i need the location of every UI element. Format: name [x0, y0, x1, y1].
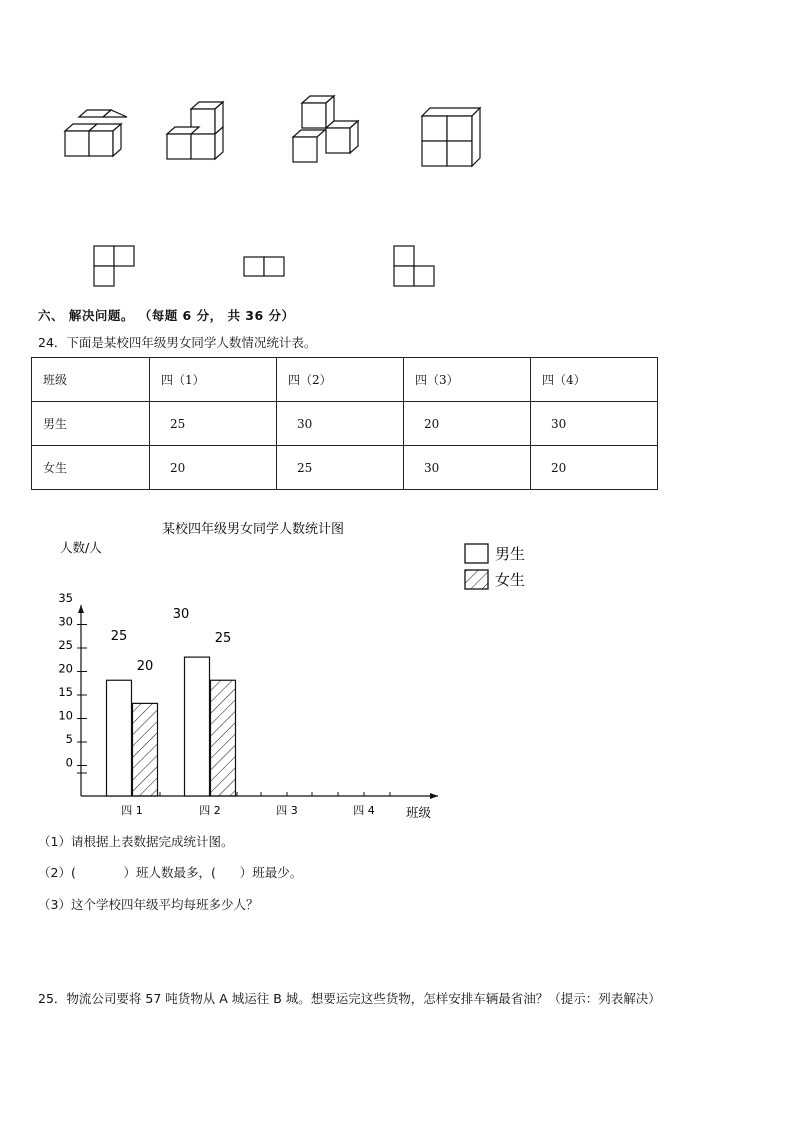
- y-tick-label: 20: [58, 661, 73, 676]
- question-24-intro: 24．下面是某校四年级男女同学人数情况统计表。: [38, 335, 317, 350]
- y-tick-label: 0: [65, 755, 73, 770]
- y-tick-label: 30: [58, 614, 73, 629]
- table-cell: 四（3）: [404, 358, 531, 402]
- table-cell: 30: [531, 402, 658, 446]
- question-25: 25．物流公司要将 57 吨货物从 A 城运往 B 城。想要运完这些货物，怎样安排车辆最省油？（提示：列表解决）: [38, 991, 661, 1006]
- chart-bars: [107, 607, 236, 796]
- bar-女生-2: [211, 680, 236, 796]
- y-axis-label: 人数/人: [60, 540, 102, 555]
- view-figure-1: [94, 246, 134, 286]
- view-figure-3: [394, 246, 434, 286]
- table-cell: 20: [150, 446, 277, 490]
- table-cell: 25: [150, 402, 277, 446]
- chart-title: 某校四年级男女同学人数统计图: [162, 522, 345, 537]
- chart-legend: [465, 544, 525, 589]
- y-tick-label: 25: [58, 638, 73, 652]
- table-cell: 四（2）: [277, 358, 404, 402]
- table-cell: 25: [277, 446, 404, 490]
- table-cell: 男生: [32, 402, 150, 446]
- table-cell: 20: [531, 446, 658, 490]
- table-header-row: [32, 358, 658, 402]
- bar-男生-1: [107, 680, 132, 796]
- question-24-part-1: （1）请根据上表数据完成统计图。: [38, 834, 234, 849]
- legend-label: 女生: [495, 571, 526, 589]
- x-tick-label: 四 4: [353, 804, 375, 817]
- data-label: 25: [214, 631, 232, 646]
- table-cell: 30: [277, 402, 404, 446]
- table-cell: 30: [404, 446, 531, 490]
- legend-label: 男生: [495, 545, 526, 563]
- y-tick-label: 15: [58, 685, 73, 699]
- table-cell: 四（1）: [150, 358, 277, 402]
- x-tick-label: 四 1: [121, 804, 143, 817]
- x-tick-label: 四 2: [199, 804, 221, 817]
- stats-table: [31, 357, 658, 490]
- cube-figure-1: [65, 110, 127, 156]
- table-row: [32, 446, 658, 490]
- x-axis-arrow: [430, 793, 438, 799]
- cube-figure-4: [422, 108, 480, 166]
- question-24-part-3: （3）这个学校四年级平均每班多少人？: [38, 897, 259, 912]
- cube-figure-3: [293, 96, 358, 162]
- y-tick-label: 5: [65, 732, 73, 746]
- table-cell: 班级: [32, 358, 150, 402]
- data-label: 20: [136, 659, 154, 674]
- x-axis-label: 班级: [406, 805, 432, 820]
- view-figure-2: [244, 257, 284, 276]
- table-cell: 四（4）: [531, 358, 658, 402]
- bar-女生-1: [133, 703, 158, 796]
- x-tick-label: 四 3: [276, 804, 298, 817]
- data-label: 30: [172, 607, 190, 622]
- data-label: 25: [110, 629, 128, 644]
- cube-figure-2: [167, 102, 223, 159]
- bar-chart: [0, 505, 794, 825]
- legend-swatch-女生: [465, 570, 488, 589]
- table-cell: 20: [404, 402, 531, 446]
- section-6-title: 六、 解决问题。 （每题 6 分， 共 36 分）: [38, 308, 295, 323]
- legend-swatch-男生: [465, 544, 488, 563]
- y-axis-arrow: [78, 605, 84, 613]
- y-tick-label: 35: [58, 591, 73, 605]
- question-24-part-2: （2）( ）班人数最多，( ）班最少。: [38, 865, 303, 880]
- table-row: [32, 402, 658, 446]
- bar-男生-2: [185, 657, 210, 796]
- cube-figures: [0, 0, 794, 300]
- table-cell: 女生: [32, 446, 150, 490]
- y-tick-label: 10: [58, 708, 73, 723]
